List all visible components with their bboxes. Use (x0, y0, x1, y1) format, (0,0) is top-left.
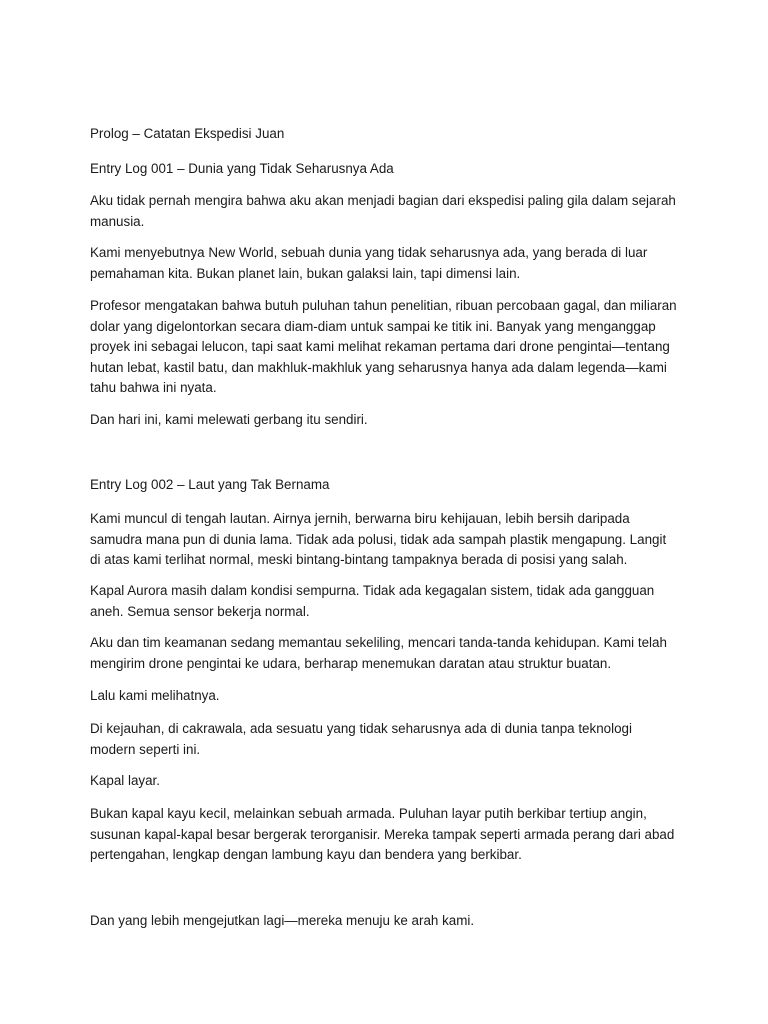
paragraph: Aku dan tim keamanan sedang memantau sekeliling, mencari tanda-tanda kehidupan. Kami telah mengirim drone pengintai ke udara, berharap menemukan daratan atau struktur buatan. (90, 635, 667, 671)
entry-heading: Entry Log 001 – Dunia yang Tidak Seharusnya Ada (90, 161, 394, 176)
paragraph: Kapal Aurora masih dalam kondisi sempurna. Tidak ada kegagalan sistem, tidak ada gangguan aneh. Semua sensor bekerja normal. (90, 583, 655, 619)
document-title: Prolog – Catatan Ekspedisi Juan (90, 126, 285, 141)
entry-heading: Entry Log 002 – Laut yang Tak Bernama (90, 477, 330, 492)
paragraph: Di kejauhan, di cakrawala, ada sesuatu yang tidak seharusnya ada di dunia tanpa teknologi modern seperti ini. (90, 721, 632, 757)
paragraph: Kami muncul di tengah lautan. Airnya jernih, berwarna biru kehijauan, lebih bersih daripada samudra mana pun di dunia lama. Tidak ada polusi, tidak ada sampah plastik mengapung. Langit di atas kami terlihat normal, meski bintang-bintang tampaknya berada di posisi yang salah. (90, 511, 667, 567)
paragraph: Lalu kami melihatnya. (90, 688, 220, 703)
paragraph: Aku tidak pernah mengira bahwa aku akan menjadi bagian dari ekspedisi paling gila dalam sejarah manusia. (90, 193, 676, 229)
paragraph: Bukan kapal kayu kecil, melainkan sebuah armada. Puluhan layar putih berkibar tertiup angin, susunan kapal-kapal besar bergerak terorganisir. Mereka tampak seperti armada perang dari abad pertengahan, lengkap dengan lambung kayu dan bendera yang berkibar. (90, 806, 675, 862)
paragraph: Kapal layar. (90, 773, 160, 788)
paragraph: Dan hari ini, kami melewati gerbang itu sendiri. (90, 412, 368, 427)
paragraph: Dan yang lebih mengejutkan lagi—mereka menuju ke arah kami. (90, 913, 475, 928)
paragraph: Kami menyebutnya New World, sebuah dunia yang tidak seharusnya ada, yang berada di luar pemahaman kita. Bukan planet lain, bukan galaksi lain, tapi dimensi lain. (90, 245, 648, 281)
paragraph: Profesor mengatakan bahwa butuh puluhan tahun penelitian, ribuan percobaan gagal, dan miliaran dolar yang digelontorkan secara diam-diam untuk sampai ke titik ini. Banyak yang menganggap proyek ini sebagai lelucon, tapi saat kami melihat rekaman pertama dari drone pengintai—tentang hutan lebat, kastil batu, dan makhluk-makhluk yang seharusnya hanya ada dalam legenda—kami tahu bahwa ini nyata. (90, 298, 677, 395)
